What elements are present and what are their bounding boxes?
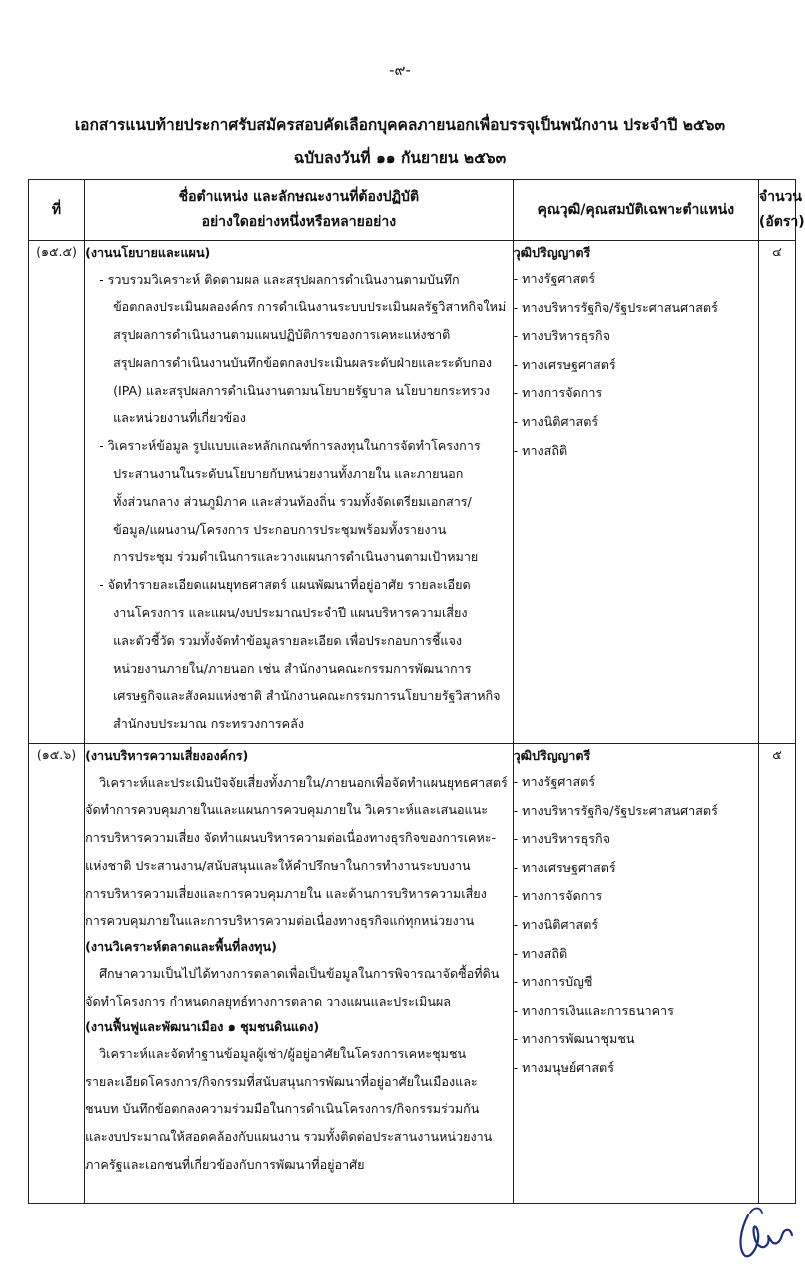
desc-line: (IPA) และสรุปผลการดำเนินงานตามนโยบายรัฐบาล นโยบายกระทรวง [113,382,491,398]
table-row [29,241,796,744]
qualification-item: - ทางการจัดการ [513,385,603,401]
row-count: ๔ [758,241,795,744]
signature [730,1185,800,1270]
desc-line: การบริหารความเสี่ยงและการควบคุมภายใน และด้านการบริหารความเสี่ยง [85,885,487,901]
document-date: ฉบับลงวันที่ ๑๑ กันยายน ๒๕๖๓ [293,149,507,167]
row-number: (๑๕.๕) [29,241,85,744]
desc-line: - วิเคราะห์ข้อมูล รูปแบบและหลักเกณฑ์การลงทุนในการจัดทำโครงการ [99,438,481,454]
qualification-item: - ทางมนุษย์ศาสตร์ [513,1059,614,1075]
desc-line: ข้อตกลงประเมินผลองค์กร การดำเนินงานระบบประเมินผลรัฐวิสาหกิจใหม่ [113,299,507,315]
desc-line: และหน่วยงานที่เกี่ยวข้อง [113,410,246,426]
document-title: เอกสารแนบท้ายประกาศรับสมัครสอบคัดเลือกบุคคลภายนอกเพื่อบรรจุเป็นพนักงาน ประจำปี ๒๕๖๓ [74,116,726,134]
header-count-line2: (อัตรา) [758,214,805,230]
desc-line: การประชุม ร่วมดำเนินการและวางแผนการดำเนินงานตามเป้าหมาย [113,549,479,565]
desc-line: - จัดทำรายละเอียดแผนยุทธศาสตร์ แผนพัฒนาที่อยู่อาศัย รายละเอียด [99,577,471,593]
desc-line: สรุปผลการดำเนินงานตามแผนปฏิบัติการของการเคหะแห่งชาติ [113,327,451,343]
desc-line: - รวบรวมวิเคราะห์ ติดตามผล และสรุปผลการดำเนินงานตามบันทึก [99,271,460,287]
desc-line: ข้อมูล/แผนงาน/โครงการ ประกอบการประชุมพร้อมทั้งรายงาน [113,521,447,537]
section-title: (งานนโยบายและแผน) [85,245,211,260]
position-table [28,179,805,1204]
row-number: (๑๕.๖) [29,744,85,1204]
qualification-item: - ทางการพัฒนาชุมชน [513,1031,635,1047]
desc-line: ชนบท บันทึกข้อตกลงความร่วมมือในการดำเนินโครงการ/กิจกรรมร่วมกัน [85,1101,480,1117]
header-count [758,180,805,241]
subsection-title: (งานฟื้นฟูและพัฒนาเมือง ๑ ชุมชนดินแดง) [85,1019,320,1035]
desc-line: รายละเอียดโครงการ/กิจกรรมที่สนับสนุนการพัฒนาที่อยู่อาศัยในเมืองและ [85,1073,478,1089]
qualification-item: - ทางเศรษฐศาสตร์ [513,859,616,875]
desc-line: สรุปผลการดำเนินงานบันทึกข้อตกลงประเมินผลระดับฝ่ายและระดับกอง [113,354,493,370]
desc-line: การควบคุมภายในและการบริหารความต่อเนื่องทางธุรกิจแก่ทุกหน่วยงาน [85,913,475,929]
desc-line: และงบประมาณให้สอดคล้องกับแผนงาน รวมทั้งติดต่อประสานงานหน่วยงาน [85,1129,493,1145]
header-description-line2: อย่างใดอย่างหนึ่งหรือหลายอย่าง [201,214,397,230]
desc-line: สำนักงบประมาณ กระทรวงการคลัง [113,716,304,732]
desc-line: ศึกษาความเป็นไปได้ทางการตลาดเพื่อเป็นข้อมูลในการพิจารณาจัดซื้อที่ดิน [99,965,500,981]
section-title: (งานบริหารความเสี่ยงองค์กร) [85,748,249,763]
qualification-item: - ทางบริหารรัฐกิจ/รัฐประศาสนศาสตร์ [513,802,718,818]
desc-line: จัดทำโครงการ กำหนดกลยุทธ์ทางการตลาด วางแผนและประเมินผล [85,993,452,1009]
qualification-item: - ทางการจัดการ [513,888,603,904]
qualification-item: - ทางรัฐศาสตร์ [513,271,596,286]
page-number: -๙- [389,61,411,79]
desc-line: หน่วยงานภายใน/ภายนอก เช่น สำนักงานคณะกรรมการพัฒนาการ [113,660,472,676]
desc-line: วิเคราะห์และจัดทำฐานข้อมูลผู้เช่า/ผู้อยู่อาศัยในโครงการเคหะชุมชน [99,1045,467,1061]
qualification-item: - ทางสถิติ [513,442,568,458]
row-qualification [513,744,758,1204]
row-description [85,744,514,1204]
desc-line: ภาครัฐและเอกชนที่เกี่ยวข้องกับการพัฒนาที่อยู่อาศัย [85,1157,365,1173]
qualification-item: - ทางการบัญชี [513,974,593,990]
qualification-item: - ทางบริหารรัฐกิจ/รัฐประศาสนศาสตร์ [513,299,718,315]
subsection-title: (งานวิเคราะห์ตลาดและพื้นที่ลงทุน) [85,939,277,955]
qualification-heading: วุฒิปริญญาตรี [513,245,591,260]
qualification-item: - ทางสถิติ [513,945,568,961]
row-count: ๕ [758,744,795,1204]
desc-line: และตัวชี้วัด รวมทั้งจัดทำข้อมูลรายละเอียด เพื่อประกอบการชี้แจง [113,632,463,648]
qualification-item: - ทางนิติศาสตร์ [513,916,599,932]
desc-line: จัดทำการควบคุมภายในและแผนการควบคุมภายใน วิเคราะห์และเสนอแนะ [85,802,489,818]
header-description [85,180,514,241]
qualification-item: - ทางนิติศาสตร์ [513,413,599,429]
desc-line: การบริหารความเสี่ยง จัดทำแผนบริหารความต่อเนื่องทางธุรกิจของการเคหะ- [85,830,497,846]
qualification-item: - ทางรัฐศาสตร์ [513,774,596,789]
desc-line: งานโครงการ และแผน/งบประมาณประจำปี แผนบริหารความเสี่ยง [113,605,468,621]
row-description [85,241,514,744]
table-header-row [29,180,796,241]
qualification-heading: วุฒิปริญญาตรี [513,748,591,763]
row-qualification [513,241,758,744]
desc-line: ทั้งส่วนกลาง ส่วนภูมิภาค และส่วนท้องถิ่น รวมทั้งจัดเตรียมเอกสาร/ [113,493,472,509]
desc-line: เศรษฐกิจและสังคมแห่งชาติ สำนักงานคณะกรรมการนโยบายรัฐวิสาหกิจ [113,688,501,704]
header-qualification: คุณวุฒิ/คุณสมบัติเฉพาะตำแหน่ง [513,180,758,241]
qualification-item: - ทางเศรษฐศาสตร์ [513,356,616,372]
header-count-line1: จำนวน [758,189,802,205]
desc-line: ประสานงานในระดับนโยบายกับหน่วยงานทั้งภายใน และภายนอก [113,466,464,482]
qualification-item: - ทางบริหารธุรกิจ [513,328,611,344]
desc-line: แห่งชาติ ประสานงาน/สนับสนุนและให้คำปรึกษาในการทำงานระบบงาน [85,857,471,873]
header-description-line1: ชื่อตำแหน่ง และลักษณะงานที่ต้องปฏิบัติ [178,189,420,205]
desc-line: วิเคราะห์และประเมินปัจจัยเสี่ยงทั้งภายใน/ภายนอกเพื่อจัดทำแผนยุทธศาสตร์ [99,774,508,790]
table-row [29,744,796,1204]
header-no: ที่ [29,180,85,241]
qualification-item: - ทางบริหารธุรกิจ [513,831,611,847]
qualification-item: - ทางการเงินและการธนาคาร [513,1002,674,1018]
